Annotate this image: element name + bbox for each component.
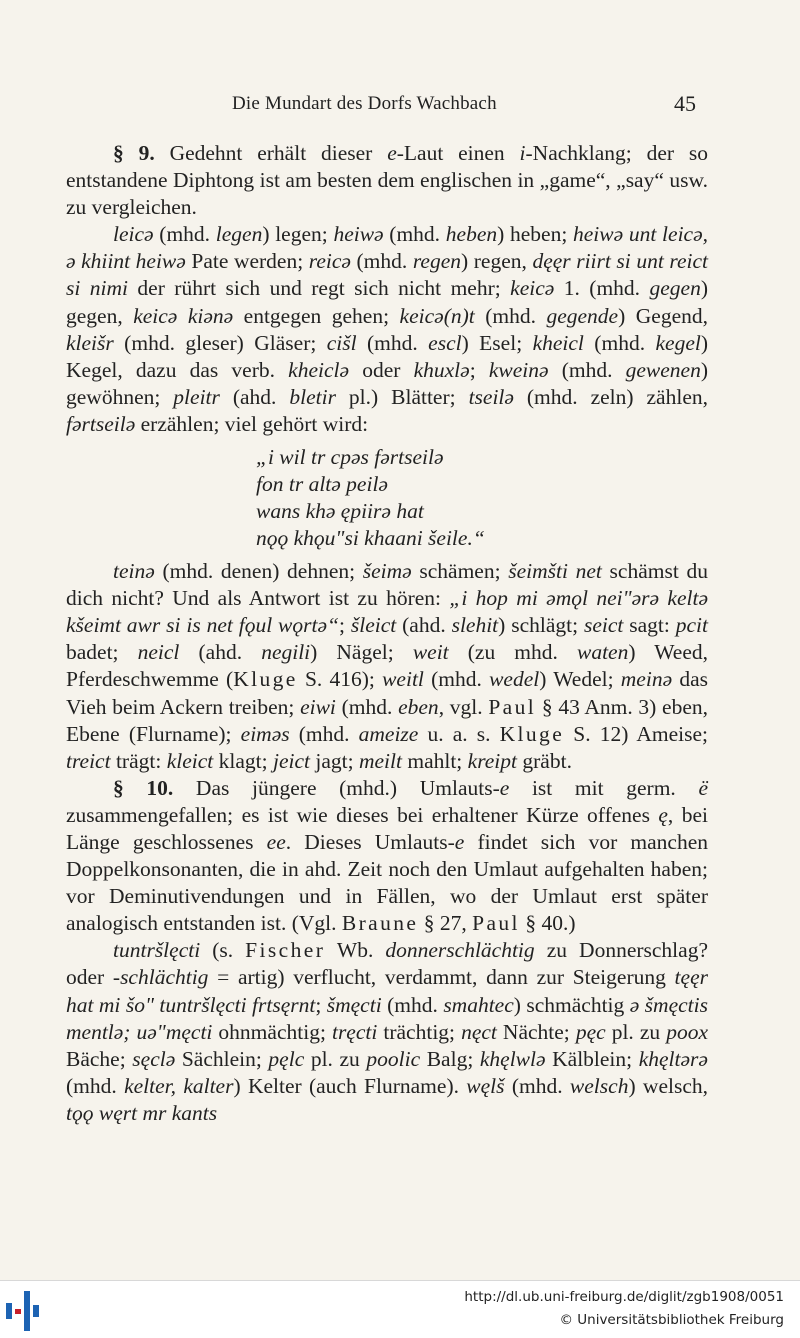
- text: ) Kegel, dazu das verb.: [66, 330, 709, 382]
- text: , vgl.: [438, 694, 489, 719]
- verse-line: „i wil tr cpəs fərtseilə: [256, 445, 444, 470]
- dialect-word: šleict: [350, 613, 397, 638]
- dialect-word: meilt: [358, 748, 402, 773]
- text: entgegen gehen;: [233, 303, 400, 328]
- page-number: 45: [674, 91, 696, 116]
- dialect-word: jeict: [272, 748, 310, 773]
- author-name: Paul: [488, 694, 537, 719]
- text: (ahd.: [396, 613, 452, 638]
- dialect-word: pęlc: [268, 1046, 305, 1071]
- dialect-word: tęęr hat mi šo" tuntršlęcti frtsęrnt: [66, 965, 708, 1017]
- dialect-word: kheiclə: [288, 357, 350, 382]
- body-text: [66, 140, 708, 1127]
- phonetic: e: [387, 141, 397, 165]
- dialect-word: fərtseilə: [66, 411, 136, 436]
- dialect-word: smahtec: [443, 992, 514, 1017]
- text: schämst du dich nicht? Und als Antwort ist zu hören:: [66, 559, 708, 611]
- text: ) Wedel;: [539, 667, 621, 692]
- viewer-footer: [0, 1280, 800, 1338]
- text: (s.: [200, 938, 246, 963]
- text: (mhd. zeln) zählen,: [513, 384, 708, 409]
- text: zu Donnerschlag? oder -: [66, 938, 708, 990]
- text: Das jüngere (mhd.) Umlauts-: [173, 775, 500, 800]
- dialect-word: eben: [398, 694, 439, 719]
- paragraph-examples-2: [66, 558, 708, 775]
- dialect-word: šeimšti net: [508, 559, 602, 584]
- text: mahlt;: [401, 748, 468, 773]
- author-name: Paul: [472, 911, 520, 936]
- author-name: Fischer: [245, 938, 326, 963]
- permalink-link[interactable]: http://dl.ub.uni-freiburg.de/diglit/zgb1908/0051: [464, 1289, 784, 1305]
- text: (zu mhd.: [448, 640, 577, 665]
- dialect-word: gewenen: [625, 357, 701, 382]
- dialect-word: pleitr: [173, 384, 220, 409]
- text: findet sich vor manchen Doppelkonsonanten, die in ahd. Zeit noch den Umlaut aufgehalten haben; vor Deminutivendungen und in Fällen, wo der Umlaut erst später analogisch entstanden ist. (Vgl.: [66, 829, 708, 936]
- dialect-word: poolic: [366, 1046, 421, 1071]
- text: . Dieses Umlauts-: [285, 829, 455, 854]
- text: § 43 Anm. 3) eben, Ebene (Flurname);: [66, 694, 708, 746]
- verse-line: fon tr altə peilə: [256, 472, 388, 497]
- paragraph-examples-3: [66, 937, 708, 1127]
- text: zusammengefallen; es ist wie dieses bei erhaltener Kürze offenes: [66, 802, 659, 827]
- dialect-word: slehit: [451, 613, 499, 638]
- section-number: § 9.: [113, 141, 155, 165]
- text: (mhd.: [504, 1073, 570, 1098]
- text: Kälblein;: [545, 1046, 639, 1071]
- dialect-word: weitl: [382, 667, 424, 692]
- text: , bei Länge geschlossenes: [66, 802, 708, 854]
- text: ) heben;: [497, 222, 574, 247]
- dialect-word: khuxlə: [413, 357, 470, 382]
- dialect-word: tuntršlęcti: [113, 938, 201, 963]
- dialect-word: pęc: [575, 1019, 606, 1044]
- verse-quote: [256, 438, 708, 558]
- dialect-word: kleict: [166, 748, 214, 773]
- text: ;: [339, 613, 351, 638]
- phonetic: ee: [266, 829, 286, 854]
- dialect-word: gegen: [649, 276, 701, 301]
- dialect-word: tseilə: [468, 384, 514, 409]
- dialect-word: donnerschlächtig: [385, 938, 535, 963]
- text: (mhd.: [381, 992, 444, 1017]
- text: ;: [469, 357, 489, 382]
- text: Sächlein;: [175, 1046, 269, 1071]
- text: S. 416);: [297, 667, 383, 692]
- dialect-word: legen: [215, 222, 263, 247]
- dialect-word: keicə(n)t: [399, 303, 475, 328]
- text: Pate werden;: [185, 249, 309, 274]
- text: S. 12) Ameise;: [564, 721, 708, 746]
- text: trächtig;: [377, 1019, 462, 1044]
- text: Wb.: [325, 938, 386, 963]
- text: schämen;: [411, 559, 509, 584]
- text: erzählen; viel gehört wird:: [135, 411, 369, 436]
- phonetic: ë: [698, 775, 708, 800]
- paragraph-section-9: [66, 140, 708, 221]
- dialect-word: seict: [583, 613, 624, 638]
- verse-line: wans khə ępiirə hat: [256, 499, 424, 524]
- dialect-word: ə šmęctis mentlə; uə"męcti: [66, 992, 708, 1044]
- text: = artig) verflucht, verdammt, dann zur Steigerung: [208, 965, 675, 990]
- text: trägt:: [110, 748, 167, 773]
- text: ;: [315, 992, 327, 1017]
- dialect-word: kleišr: [66, 330, 114, 355]
- dialect-word: leicə: [113, 222, 154, 247]
- dialect-word: wedel: [489, 667, 540, 692]
- dialect-word: schlächtig: [120, 965, 209, 990]
- text: ) Gegend,: [618, 303, 708, 328]
- section-number: § 10.: [113, 775, 174, 800]
- text: u. a. s.: [418, 721, 500, 746]
- running-head: [0, 93, 800, 117]
- text: (mhd.: [350, 249, 413, 274]
- text: (mhd.: [423, 667, 490, 692]
- dialect-word: cišl: [326, 330, 357, 355]
- text: -Nachklang; der so entstandene Diphtong ist am besten dem englischen in „game“, „say“ usw. zu vergleichen.: [66, 141, 709, 220]
- text: der rührt sich und regt sich nicht mehr;: [128, 276, 511, 301]
- dialect-word: khęlwlə: [479, 1046, 546, 1071]
- text: (mhd.: [289, 721, 359, 746]
- text: ) Kelter (auch Flurname).: [233, 1073, 467, 1098]
- dialect-word: keicə: [510, 276, 555, 301]
- dialect-word: kheicl: [532, 330, 584, 355]
- dialect-word: heben: [445, 222, 498, 247]
- dialect-word: tręcti: [331, 1019, 378, 1044]
- dialect-word: tǫǫ węrt mr kants: [66, 1100, 218, 1125]
- text: ) welsch,: [628, 1073, 709, 1098]
- dialect-word: węlš: [466, 1073, 505, 1098]
- dialect-word: negili: [261, 640, 311, 665]
- dialect-word: „i hop mi əmǫl nei"ərə keltə kšeimt awr si is net fǫul wǫrtə“: [66, 586, 709, 638]
- author-name: Kluge: [233, 667, 298, 692]
- paragraph-examples-1: [66, 221, 708, 438]
- text: (ahd.: [219, 384, 290, 409]
- text: jagt;: [310, 748, 359, 773]
- text: ) regen,: [461, 249, 533, 274]
- text: § 27,: [418, 911, 473, 936]
- university-library-logo-icon: [6, 1291, 42, 1331]
- paragraph-section-10: [66, 775, 708, 938]
- text: 1. (mhd.: [554, 276, 650, 301]
- text: ) gegen,: [66, 276, 708, 328]
- text: (mhd.: [356, 330, 429, 355]
- text: Gedehnt erhält dieser: [169, 141, 388, 165]
- dialect-word: reicə: [308, 249, 351, 274]
- copyright-notice: © Universitätsbibliothek Freiburg: [559, 1312, 784, 1328]
- text: ) Nägel;: [310, 640, 413, 665]
- text: (mhd.: [153, 222, 216, 247]
- dialect-word: pcit: [675, 613, 708, 638]
- text: (mhd.: [66, 1073, 125, 1098]
- phonetic: e: [499, 775, 510, 800]
- dialect-word: weit: [412, 640, 449, 665]
- dialect-word: khęltərə: [638, 1046, 708, 1071]
- text: ) Esel;: [461, 330, 533, 355]
- dialect-word: escl: [428, 330, 462, 355]
- text: ) schmächtig: [513, 992, 630, 1017]
- verse-line: nǫǫ khǫu"si khaani šeile.“: [256, 526, 485, 551]
- text: ) schlägt;: [498, 613, 584, 638]
- text: (mhd.: [383, 222, 446, 247]
- dialect-word: šeimə: [362, 559, 412, 584]
- dialect-word: heiwə: [333, 222, 384, 247]
- text: Balg;: [420, 1046, 480, 1071]
- dialect-word: regen: [412, 249, 462, 274]
- dialect-word: gegende: [546, 303, 619, 328]
- text: gräbt.: [517, 748, 572, 773]
- running-title: Die Mundart des Dorfs Wachbach: [232, 93, 497, 114]
- dialect-word: eiwi: [300, 694, 336, 719]
- dialect-word: meinə: [620, 667, 673, 692]
- text: ) gewöhnen;: [66, 357, 708, 409]
- text: ) Weed, Pferdeschwemme (: [66, 640, 708, 692]
- dialect-word: neicl: [137, 640, 180, 665]
- phonetic: i: [519, 141, 526, 165]
- author-name: Kluge: [499, 721, 565, 746]
- dialect-word: kelter, kalter: [124, 1073, 234, 1098]
- dialect-word: kreipt: [467, 748, 518, 773]
- dialect-word: bletir: [289, 384, 336, 409]
- text: ohnmächtig;: [212, 1019, 332, 1044]
- dialect-word: keicə kiənə: [133, 303, 234, 328]
- text: das Vieh beim Ackern treiben;: [66, 667, 708, 719]
- dialect-word: nęct: [461, 1019, 497, 1044]
- text: badet;: [66, 640, 138, 665]
- text: ) legen;: [262, 222, 334, 247]
- dialect-word: sęclə: [132, 1046, 176, 1071]
- dialect-word: poox: [666, 1019, 708, 1044]
- text: (mhd.: [474, 303, 547, 328]
- dialect-word: šmęcti: [326, 992, 382, 1017]
- dialect-word: welsch: [569, 1073, 629, 1098]
- text: pl. zu: [605, 1019, 667, 1044]
- text: (mhd. gleser) Gläser;: [113, 330, 327, 355]
- phonetic: ę: [658, 802, 668, 827]
- text: pl. zu: [304, 1046, 367, 1071]
- text: Nächte;: [496, 1019, 576, 1044]
- dialect-word: treict: [66, 748, 111, 773]
- dialect-word: kweinə: [488, 357, 549, 382]
- text: ist mit germ.: [509, 775, 699, 800]
- text: klagt;: [213, 748, 273, 773]
- dialect-word: waten: [576, 640, 629, 665]
- text: pl.) Blätter;: [335, 384, 469, 409]
- text: Bäche;: [66, 1046, 133, 1071]
- author-name: Braune: [341, 911, 419, 936]
- text: (ahd.: [179, 640, 262, 665]
- dialect-word: ameize: [358, 721, 419, 746]
- text: -Laut einen: [396, 141, 520, 165]
- text: (mhd.: [548, 357, 626, 382]
- text: § 40.): [519, 911, 576, 936]
- text: sagt:: [623, 613, 676, 638]
- dialect-word: heiwə unt leicə, ə khiint heiwə: [66, 222, 709, 274]
- dialect-word: kegel: [655, 330, 701, 355]
- text: (mhd. denen) dehnen;: [154, 559, 363, 584]
- dialect-word: teinə: [113, 559, 155, 584]
- text: oder: [349, 357, 414, 382]
- phonetic: e: [454, 829, 465, 854]
- text: (mhd.: [583, 330, 656, 355]
- dialect-word: dęęr riirt si unt reict si nimi: [66, 249, 708, 301]
- dialect-word: eiməs: [240, 721, 290, 746]
- text: (mhd.: [335, 694, 399, 719]
